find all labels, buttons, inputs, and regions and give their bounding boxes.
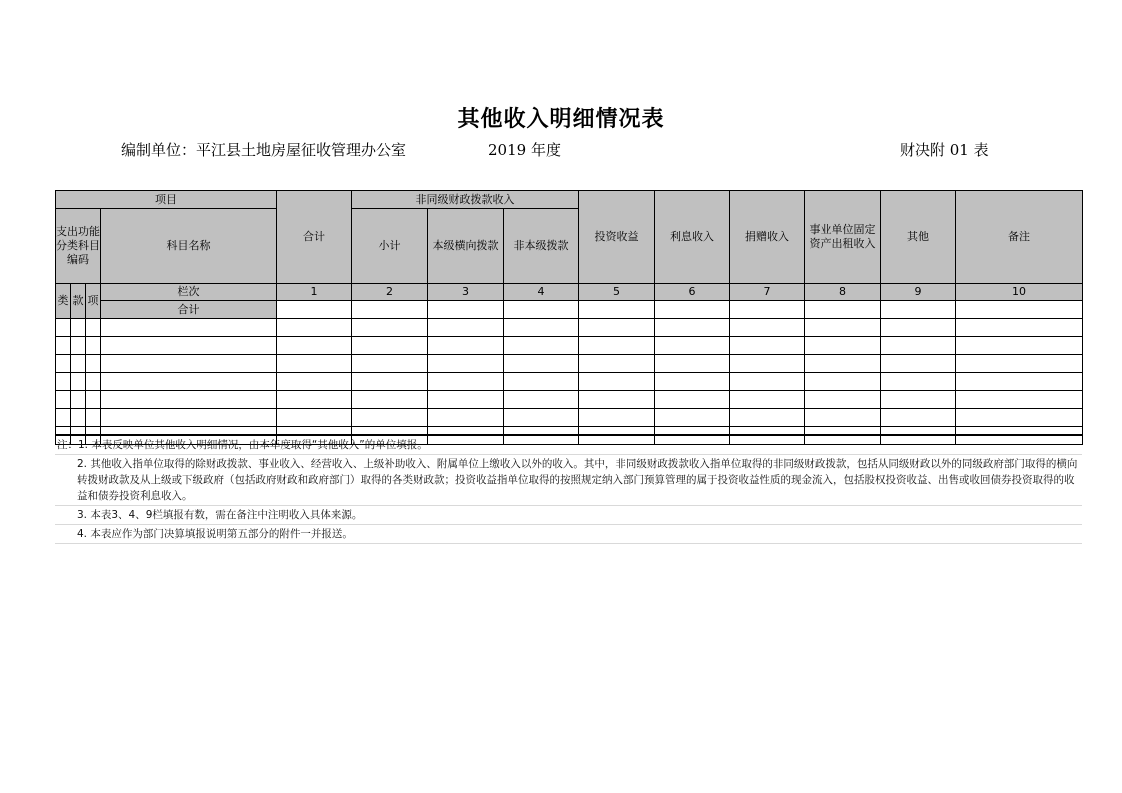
header-kuan: 款 [71, 284, 86, 319]
page-title: 其他收入明细情况表 [457, 106, 665, 132]
income-detail-table [55, 190, 1083, 445]
compiling-unit: 编制单位：平江县土地房屋征收管理办公室 [121, 141, 407, 159]
header-asset-rental-text: 事业单位固定资产出租收入 [809, 223, 876, 250]
total-row-label: 合计 [101, 301, 277, 319]
header-other: 其他 [881, 191, 956, 284]
cell [352, 301, 428, 319]
note-1: 注：1. 本表反映单位其他收入明细情况，由本年度取得“其他收入”的单位填报。 [55, 434, 1082, 455]
header-donation: 捐赠收入 [730, 191, 805, 284]
note-2: 2. 其他收入指单位取得的除财政拨款、事业收入、经营收入、上级补助收入、附属单位上缴收入以外的收入。其中，非同级财政拨款收入指单位取得的非同级财政拨款，包括从同级财政以外的同级政府部门取得的横向转拨财政款及从上级或下级政府（包括政府财政和政府部门）取得的各类财政款；投资收益指单位取得的按照规定纳入部门预算管理的属于投资收益性质的现金流入，包括股权投资收益、出售或收回债券投资取得的收益和债券投资利息收入。 [55, 455, 1082, 506]
cell [805, 301, 881, 319]
table-row [56, 337, 1083, 355]
table-row [56, 409, 1083, 427]
note-4: 4. 本表应作为部门决算填报说明第五部分的附件一并报送。 [55, 525, 1082, 544]
cell [655, 301, 730, 319]
header-func-code-text: 支出功能分类科目编码 [56, 225, 100, 266]
header-horizontal: 本级横向拨款 [428, 209, 504, 284]
col-num: 4 [504, 284, 579, 301]
header-subtotal: 小计 [352, 209, 428, 284]
notes-section [55, 434, 1082, 544]
col-num: 10 [956, 284, 1083, 301]
header-remark: 备注 [956, 191, 1083, 284]
cell [881, 301, 956, 319]
header-nonsame-group: 非同级财政拨款收入 [352, 191, 579, 209]
cell [956, 301, 1083, 319]
header-invest: 投资收益 [579, 191, 655, 284]
col-num: 3 [428, 284, 504, 301]
col-num: 9 [881, 284, 956, 301]
col-num: 1 [277, 284, 352, 301]
col-num: 8 [805, 284, 881, 301]
header-total: 合计 [277, 191, 352, 284]
header-interest: 利息收入 [655, 191, 730, 284]
header-subject-name: 科目名称 [101, 209, 277, 284]
col-num: 6 [655, 284, 730, 301]
cell [277, 301, 352, 319]
form-code: 财决附 01 表 [900, 141, 989, 159]
header-asset-rental [805, 191, 881, 284]
fiscal-year: 2019 年度 [488, 141, 561, 159]
cell [730, 301, 805, 319]
note-3: 3. 本表3、4、9栏填报有数，需在备注中注明收入具体来源。 [55, 506, 1082, 525]
cell [579, 301, 655, 319]
header-xiang: 项 [86, 284, 101, 319]
table-row [56, 319, 1083, 337]
header-func-code [56, 209, 101, 284]
header-lei: 类 [56, 284, 71, 319]
table-row [56, 373, 1083, 391]
cell [504, 301, 579, 319]
header-lanci: 栏次 [101, 284, 277, 301]
col-num: 5 [579, 284, 655, 301]
header-project: 项目 [56, 191, 277, 209]
table-row [56, 391, 1083, 409]
table-row [56, 355, 1083, 373]
header-nonlocal: 非本级拨款 [504, 209, 579, 284]
col-num: 2 [352, 284, 428, 301]
cell [428, 301, 504, 319]
col-num: 7 [730, 284, 805, 301]
